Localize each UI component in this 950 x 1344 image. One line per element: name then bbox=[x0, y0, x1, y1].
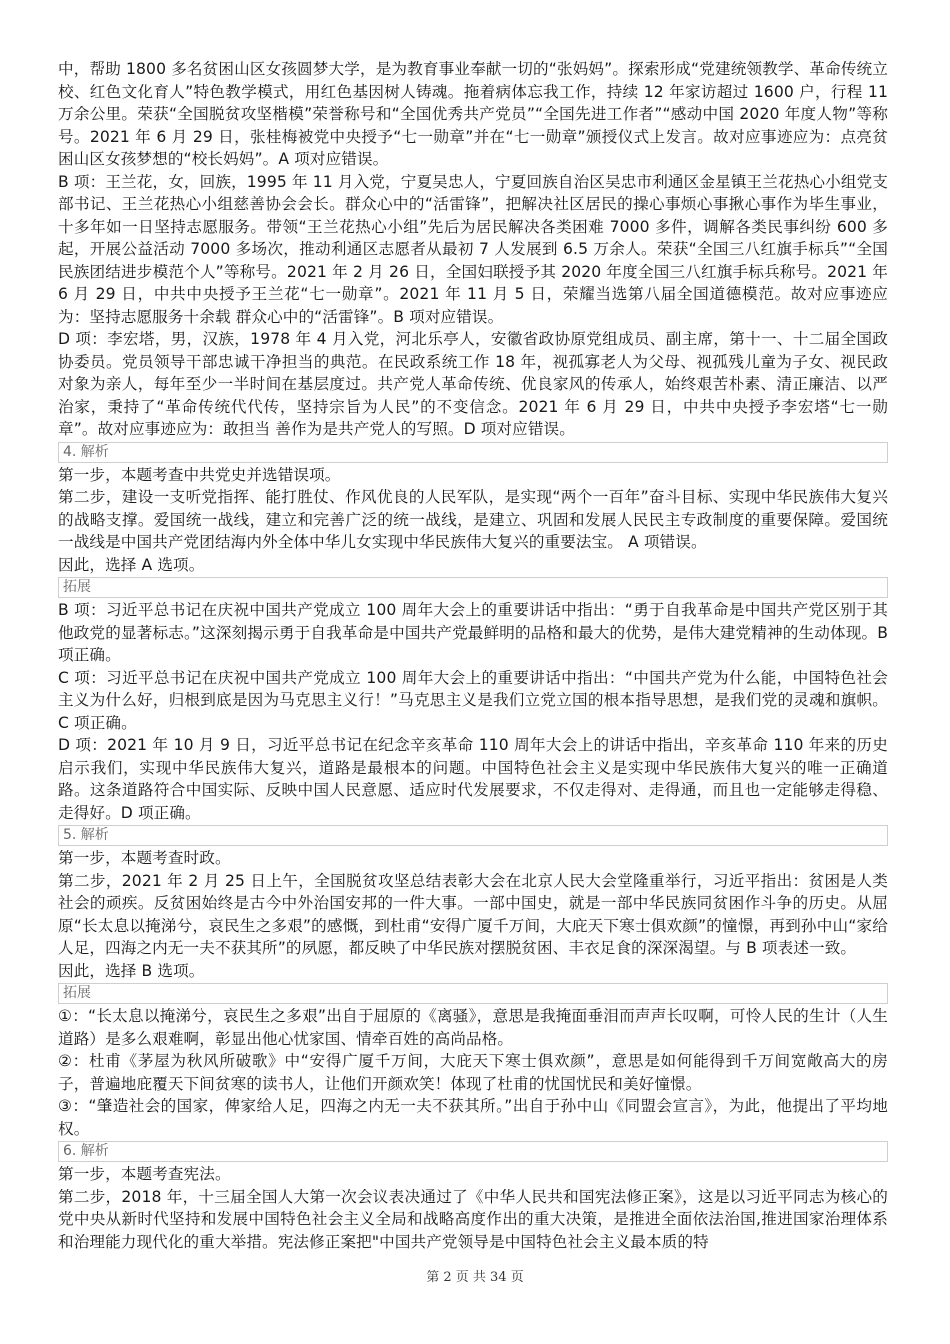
paragraph: ①：“长太息以掩涕兮，哀民生之多艰”出自于屈原的《离骚》，意思是我掩面垂泪而声声长叹啊，可怜人民的生计（人生道路）是多么艰难啊，彰显出他心忧家国、情牵百姓的高尚品格。 bbox=[58, 1007, 888, 1048]
paragraph: 因此，选择 A 选项。 bbox=[58, 555, 205, 574]
section-header: 拓展 bbox=[58, 577, 888, 598]
section-header: 6. 解析 bbox=[58, 1141, 888, 1162]
paragraph: B 项：王兰花，女，回族，1995 年 11 月入党，宁夏吴忠人，宁夏回族自治区吴忠市利通区金星镇王兰花热心小组党支部书记、王兰花热心小组慈善协会会长。群众心中的“活雷锋”，把解决社区居民的操心事烦心事揪心事作为毕生事业，十多年如一日坚持志愿服务。带领“王兰花热心小组”先后为居民解决各类困难 7000 多件，调解各类民事纠纷 600 多起，开展公益活动 7000 多场次，推动利通区志愿者从最初 7 人发展到 6.5 万余人。荣获“全国三八红旗手标兵”“全国民族团结进步模范个人”等称号。2021 年 2 月 26 日，全国妇联授予其 2020 年度全国三八红旗手标兵称号。2021 年 6 月 29 日，中共中央授予王兰花“七一勋章”。2021 年 11 月 5 日，荣耀当选第八届全国道德模范。故对应事迹应为：坚持志愿服务十余载 群众心中的“活雷锋”。B 项对应错误。 bbox=[58, 172, 888, 326]
page-footer: 第 2 页 共 34 页 bbox=[426, 1270, 524, 1285]
paragraph: C 项：习近平总书记在庆祝中国共产党成立 100 周年大会上的重要讲话中指出：“中国共产党为什么能，中国特色社会主义为什么好，归根到底是因为马克思主义行！”马克思主义是我们立党立国的根本指导思想，是我们党的灵魂和旗帜。C 项正确。 bbox=[58, 668, 888, 732]
paragraph: 第一步，本题考查时政。 bbox=[58, 849, 231, 867]
paragraph: 第二步，建设一支听党指挥、能打胜仗、作风优良的人民军队，是实现“两个一百年”奋斗目标、实现中华民族伟大复兴的战略支撑。爱国统一战线，建立和完善广泛的统一战线，是建立、巩固和发展人民民主专政制度的重要保障。爱国统一战线是中国共产党团结海内外全体中华儿女实现中华民族伟大复兴的重要法宝。 A 项错误。 bbox=[58, 488, 888, 551]
section-header: 拓展 bbox=[58, 983, 888, 1004]
paragraph: 第二步，2021 年 2 月 25 日上午，全国脱贫攻坚总结表彰大会在北京人民大会堂隆重举行，习近平指出：贫困是人类社会的顽疾。反贫困始终是古今中外治国安邦的一件大事。一部中国史，就是一部中华民族同贫困作斗争的历史。从屈原“长太息以掩涕兮，哀民生之多艰”的感慨，到杜甫“安得广厦千万间，大庇天下寒士俱欢颜”的憧憬，再到孙中山“家给人足，四海之内无一夫不获其所”的夙愿，都反映了中华民族对摆脱贫困、丰衣足食的深深渴望。与 B 项表述一致。 bbox=[58, 871, 888, 957]
paragraph: D 项：2021 年 10 月 9 日，习近平总书记在纪念辛亥革命 110 周年大会上的讲话中指出，辛亥革命 110 年来的历史启示我们，实现中华民族伟大复兴，道路是最根本的问题。中国特色社会主义是实现中华民族伟大复兴的唯一正确道路。这条道路符合中国实际、反映中国人民意愿、适应时代发展要求，不仅走得对、走得通，而且也一定能够走得稳、走得好。D 项正确。 bbox=[58, 736, 888, 822]
paragraph: 因此，选择 B 选项。 bbox=[58, 961, 205, 980]
paragraph: 第二步，2018 年，十三届全国人大第一次会议表决通过了《中华人民共和国宪法修正案》，这是以习近平同志为核心的党中央从新时代坚持和发展中国特色社会主义全局和战略高度作出的重大决策，是推进全面依法治国,推进国家治理体系和治理能力现代化的重大举措。宪法修正案把"中国共产党领导是中国特色社会主义最本质的特 bbox=[58, 1187, 888, 1251]
paragraph: ②：杜甫《茅屋为秋风所破歌》中“安得广厦千万间，大庇天下寒士俱欢颜”，意思是如何能得到千万间宽敞高大的房子，普遍地庇覆天下间贫寒的读书人，让他们开颜欢笑！体现了杜甫的忧国忧民和美好憧憬。 bbox=[58, 1052, 888, 1093]
paragraph: ③：“肇造社会的国家，俾家给人足，四海之内无一夫不获其所。”出自于孙中山《同盟会宣言》，为此，他提出了平均地权。 bbox=[58, 1097, 888, 1138]
document-body bbox=[58, 58, 888, 1253]
section-header: 5. 解析 bbox=[58, 825, 888, 846]
paragraph: 第一步，本题考查中共党史并选错误项。 bbox=[58, 465, 341, 484]
paragraph: B 项：习近平总书记在庆祝中国共产党成立 100 周年大会上的重要讲话中指出：“勇于自我革命是中国共产党区别于其他政党的显著标志。”这深刻揭示勇于自我革命是中国共产党最鲜明的品格和最大的优势，是伟大建党精神的生动体现。B 项正确。 bbox=[58, 601, 888, 664]
paragraph: 第一步，本题考查宪法。 bbox=[58, 1165, 231, 1183]
paragraph: D 项：李宏塔，男，汉族，1978 年 4 月入党，河北乐亭人，安徽省政协原党组成员、副主席，第十一、十二届全国政协委员。党员领导干部忠诚干净担当的典范。在民政系统工作 18 年，视孤寡老人为父母、视孤残儿童为子女、视民政对象为亲人，每年至少一半时间在基层度过。共产党人革命传统、优良家风的传承人，始终艰苦朴素、清正廉洁、以严治家，秉持了“革命传统代代传，坚持宗旨为人民”的不变信念。2021 年 6 月 29 日，中共中央授予李宏塔“七一勋章”。故对应事迹应为：敢担当 善作为是共产党人的写照。D 项对应错误。 bbox=[58, 330, 888, 438]
section-header: 4. 解析 bbox=[58, 442, 888, 463]
paragraph: 中，帮助 1800 多名贫困山区女孩圆梦大学，是为教育事业奉献一切的“张妈妈”。探索形成“党建统领教学、革命传统立校、红色文化育人”特色教学模式，用红色基因树人铸魂。拖着病体忘我工作，持续 12 年家访超过 1600 户，行程 11 万余公里。荣获“全国脱贫攻坚楷模”荣誉称号和“全国优秀共产党员”“全国先进工作者”“感动中国 2020 年度人物”等称号。2021 年 6 月 29 日，张桂梅被党中央授予“七一勋章”并在“七一勋章”颁授仪式上发言。故对应事迹应为：点亮贫困山区女孩梦想的“校长妈妈”。A 项对应错误。 bbox=[58, 60, 888, 168]
